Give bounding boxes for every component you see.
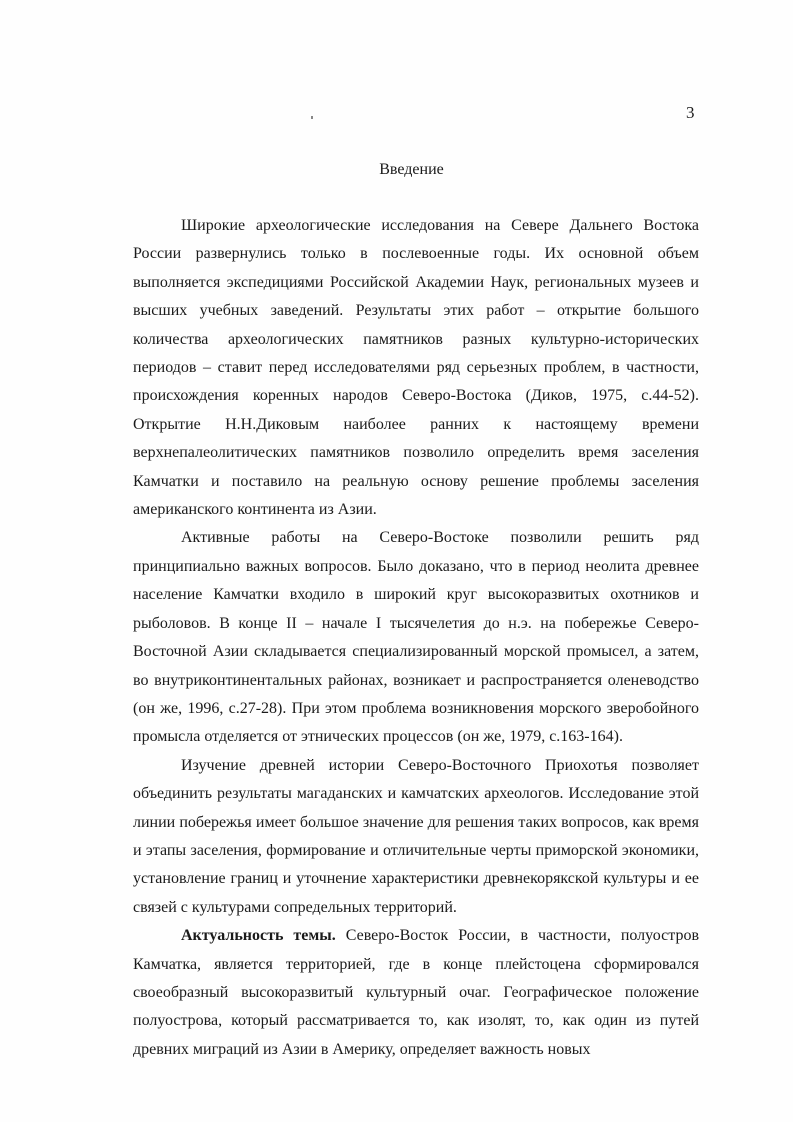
relevance-heading: Актуальность темы.	[181, 927, 336, 945]
scan-speck	[311, 116, 313, 119]
paragraph-relevance	[133, 922, 699, 1064]
paragraph-1: Широкие археологические исследования на Севере Дальнего Востока России развернулись только в послевоенные годы. Их основной объем выполняется экспедициями Российской Академии Наук, региональных музеев и высших учебных заведений. Результаты этих работ – открытие большого количества археологических памятников разных культурно-исторических периодов – ставит перед исследователями ряд серьезных проблем, в частности, происхождения коренных народов Северо-Востока (Диков, 1975, с.44-52). Открытие Н.Н.Диковым наиболее ранних к настоящему времени верхнепалеолитических памятников позволило определить время заселения Камчатки и поставило на реальную основу решение проблемы заселения американского континента из Азии.	[133, 217, 699, 519]
paragraph-2: Активные работы на Северо-Востоке позволили решить ряд принципиально важных вопросов. Было доказано, что в период неолита древнее население Камчатки входило в широкий круг высокоразвитых охотников и рыболовов. В конце II – начале I тысячелетия до н.э. на побережье Северо-Восточной Азии складывается специализированный морской промысел, а затем, во внутриконтинентальных районах, возникает и распространяется оленеводство (он же, 1996, с.27-28). При этом проблема возникновения морского зверобойного промысла отделяется от этнических процессов (он же, 1979, с.163-164).	[133, 529, 699, 746]
relevance-text: Северо-Восток России, в частности, полуостров Камчатка, является территорией, где в конце плейстоцена сформировался своеобразный высокоразвитый культурный очаг. Географическое положение полуострова, который рассматривается то, как изолят, то, как один из путей древних миграций из Азии в Америку, определяет важность новых	[133, 927, 699, 1058]
section-title: Введение	[379, 161, 444, 178]
page-number: 3	[686, 103, 695, 122]
body-text	[133, 212, 699, 1064]
paragraph-3: Изучение древней истории Северо-Восточного Приохотья позволяет объединить результаты магаданских и камчатских археологов. Исследование этой линии побережья имеет большое значение для решения таких вопросов, как время и этапы заселения, формирование и отличительные черты приморской экономики, установление границ и уточнение характеристики древнекорякской культуры и ее связей с культурами сопредельных территорий.	[133, 756, 699, 916]
